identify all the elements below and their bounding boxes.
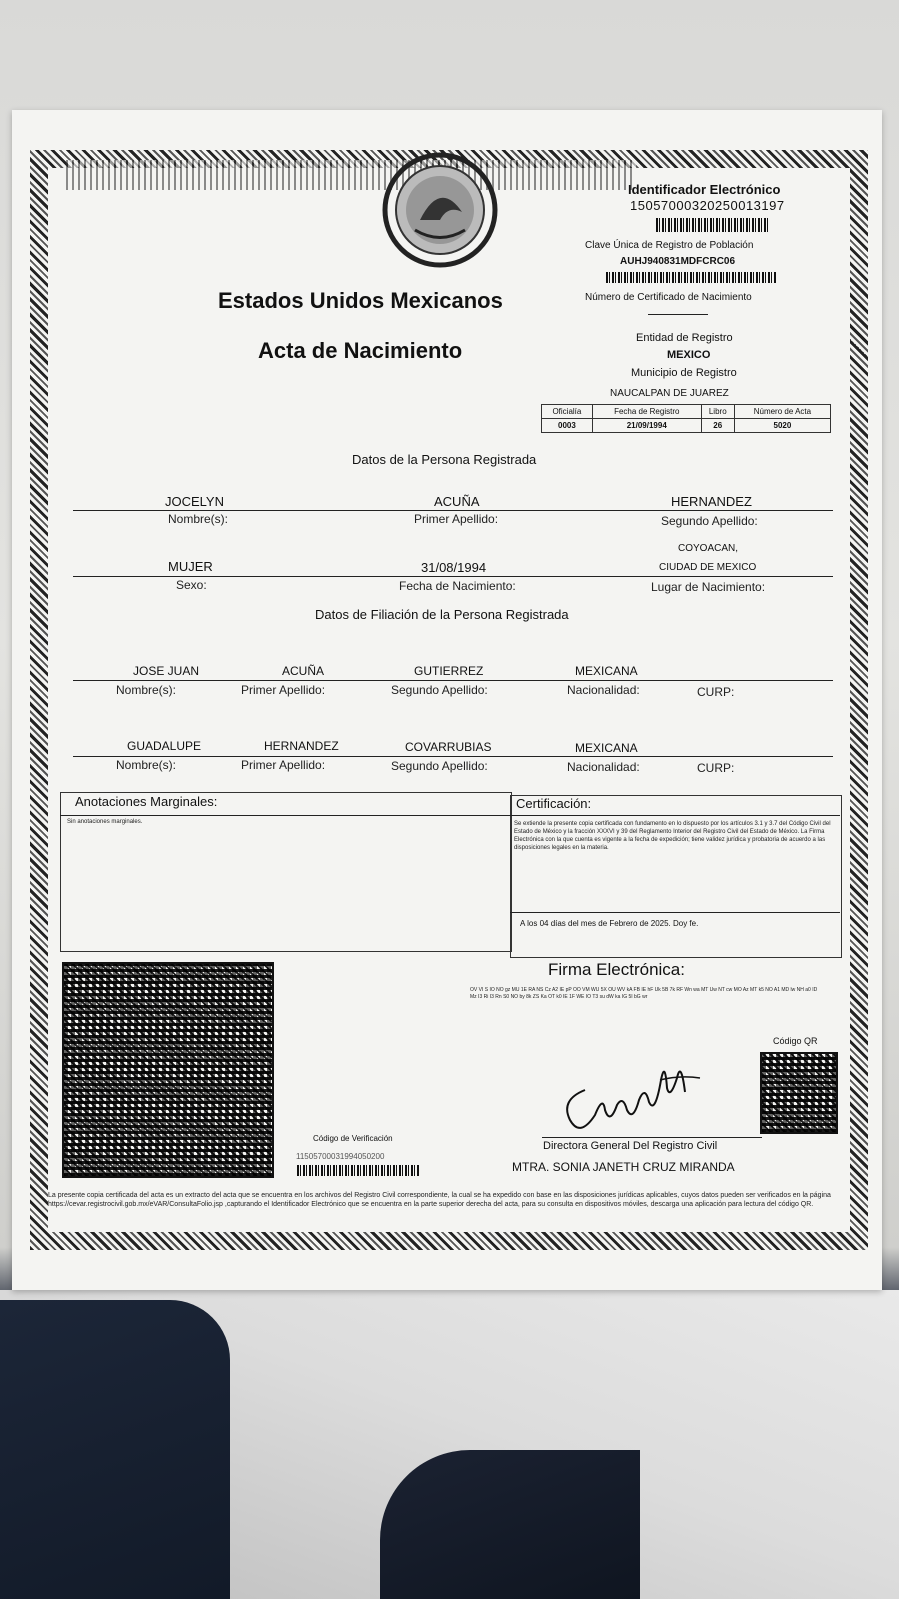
second-surname-label: Segundo Apellido: xyxy=(661,514,758,528)
national-seal-icon xyxy=(370,150,510,270)
registry-book: 26 xyxy=(701,419,734,433)
verification-qr-code xyxy=(62,962,274,1178)
background-sleeve xyxy=(380,1450,640,1599)
curp-barcode xyxy=(606,272,776,283)
sex-label: Sexo: xyxy=(176,578,207,592)
certification-title: Certificación: xyxy=(516,796,592,811)
country-title: Estados Unidos Mexicanos xyxy=(218,288,503,313)
decorative-banner xyxy=(66,160,636,190)
registry-header-act-number: Número de Acta xyxy=(734,405,830,419)
verification-barcode xyxy=(297,1165,420,1176)
first-surname-label: Primer Apellido: xyxy=(414,512,499,526)
id-barcode xyxy=(656,218,768,232)
parent1-second-surname-label: Segundo Apellido: xyxy=(391,683,488,697)
registry-act-number: 5020 xyxy=(734,419,830,433)
annotations-box xyxy=(60,792,512,952)
registry-table xyxy=(541,404,831,433)
document-title: Acta de Nacimiento xyxy=(258,338,463,363)
entity-value: MEXICO xyxy=(667,349,711,361)
parent2-name: GUADALUPE xyxy=(127,739,202,753)
person-name: JOCELYN xyxy=(165,494,224,509)
signature-hash: OV VI S IO NO gz MU 1E RA NS Cz A2 IE pP OO VM WU 5X OU WV kA FB IE hF Uk 5B 7k RF Wn wa MT Uw NT cw MO Az MT k5 NO A1 MD lw NH a0 ID Mz I3 Ri I3 Rn S0 NO by 8k ZS Ka OT k0 IE 1F WE IO T3 su dW ka IG 5I bG wr xyxy=(470,987,818,1000)
name-label: Nombre(s): xyxy=(168,512,229,526)
electronic-signature-title: Firma Electrónica: xyxy=(548,960,685,979)
parent2-curp-label: CURP: xyxy=(697,761,735,775)
municipality-label: Municipio de Registro xyxy=(631,367,737,379)
person-section-title: Datos de la Persona Registrada xyxy=(352,452,537,467)
parent1-name: JOSE JUAN xyxy=(133,664,200,678)
parent1-second-surname: GUTIERREZ xyxy=(414,664,484,678)
birth-date-label: Fecha de Nacimiento: xyxy=(399,579,516,593)
verification-code-label: Código de Verificación xyxy=(313,1134,393,1143)
person-second-surname: HERNANDEZ xyxy=(671,494,752,509)
entity-label: Entidad de Registro xyxy=(636,332,733,344)
small-qr-code xyxy=(760,1052,838,1134)
curp-label: Clave Única de Registro de Población xyxy=(585,240,754,251)
registry-header-book: Libro xyxy=(701,405,734,419)
certificate-number-label: Número de Certificado de Nacimiento xyxy=(585,292,752,303)
birthplace-line1: COYOACAN, xyxy=(678,543,739,554)
parent2-nationality: MEXICANA xyxy=(575,741,638,755)
registry-header-office: Oficialía xyxy=(542,405,593,419)
parent1-nationality-label: Nacionalidad: xyxy=(567,683,640,697)
qr-code-label: Código QR xyxy=(773,1036,818,1046)
parent2-nationality-label: Nacionalidad: xyxy=(567,760,640,774)
footer-legal-note: La presente copia certificada del acta es un extracto del acta que se encuentra en los archivos del Registro Civil correspondiente, la cual se ha expedido con base en las disposiciones jurídicas aplicables, cuyos datos pueden ser verificados en la página https://cevar.registrocivil.gob.mx/eVAR/ConsultaFolio.jsp ,capturando el Identificador Electrónico que se encuentra en la parte superior derecha del acta, para su consulta en dispositivos móviles, descarga una aplicación para lectura del código QR. xyxy=(48,1192,831,1208)
handwritten-signature xyxy=(555,1040,715,1140)
parent2-second-surname-label: Segundo Apellido: xyxy=(391,759,488,773)
parent2-name-label: Nombre(s): xyxy=(116,758,177,772)
person-first-surname: ACUÑA xyxy=(434,494,480,509)
registry-header-date: Fecha de Registro xyxy=(592,405,701,419)
parent2-second-surname: COVARRUBIAS xyxy=(405,740,492,754)
electronic-id-value: 1505700032025001319​7 xyxy=(630,198,785,213)
parent1-name-label: Nombre(s): xyxy=(116,683,177,697)
registry-date: 21/09/1994 xyxy=(592,419,701,433)
filiation-section-title: Datos de Filiación de la Persona Registrada xyxy=(315,607,569,622)
certification-date: A los 04 días del mes de Febrero de 2025. Doy fe. xyxy=(520,919,699,928)
signer-name: MTRA. SONIA JANETH CRUZ MIRANDA xyxy=(512,1160,735,1174)
municipality-value: NAUCALPAN DE JUAREZ xyxy=(610,388,729,399)
parent1-first-surname: ACUÑA xyxy=(282,664,325,678)
parent1-first-surname-label: Primer Apellido: xyxy=(241,683,326,697)
certification-text: Se extiende la presente copia certificada con fundamento en lo dispuesto por los artículos 3.1 y 3.7 del Código Civil del Estado de México y la fracción XXXVI y 39 del Reglamento Interior del Registro Civil del Estado de México. La Firma Electrónica con la que cuenta es vigente a la fecha de expedición; tiene validez jurídica y probatoria de acuerdo a las disposiciones legales en la materia. xyxy=(514,821,831,851)
parent1-nationality: MEXICANA xyxy=(575,664,638,678)
annotations-text: Sin anotaciones marginales. xyxy=(67,819,143,825)
birthplace-label: Lugar de Nacimiento: xyxy=(651,580,766,594)
curp-value: AUHJ940831MDFCRC06 xyxy=(620,256,736,267)
parent1-curp-label: CURP: xyxy=(697,685,735,699)
signer-title: Directora General Del Registro Civil xyxy=(543,1140,718,1152)
person-sex: MUJER xyxy=(168,559,213,574)
birthplace-line2: CIUDAD DE MEXICO xyxy=(659,562,757,573)
electronic-id-label: Identificador Electrónico xyxy=(628,182,781,197)
registry-office: 0003 xyxy=(542,419,593,433)
parent2-first-surname: HERNANDEZ xyxy=(264,739,339,753)
background-sleeve xyxy=(0,1300,230,1599)
person-birth-date: 31/08/1994 xyxy=(421,560,487,575)
parent2-first-surname-label: Primer Apellido: xyxy=(241,758,326,772)
verification-code-value: 115057000319940502​00 xyxy=(296,1152,385,1161)
annotations-title: Anotaciones Marginales: xyxy=(75,794,218,809)
